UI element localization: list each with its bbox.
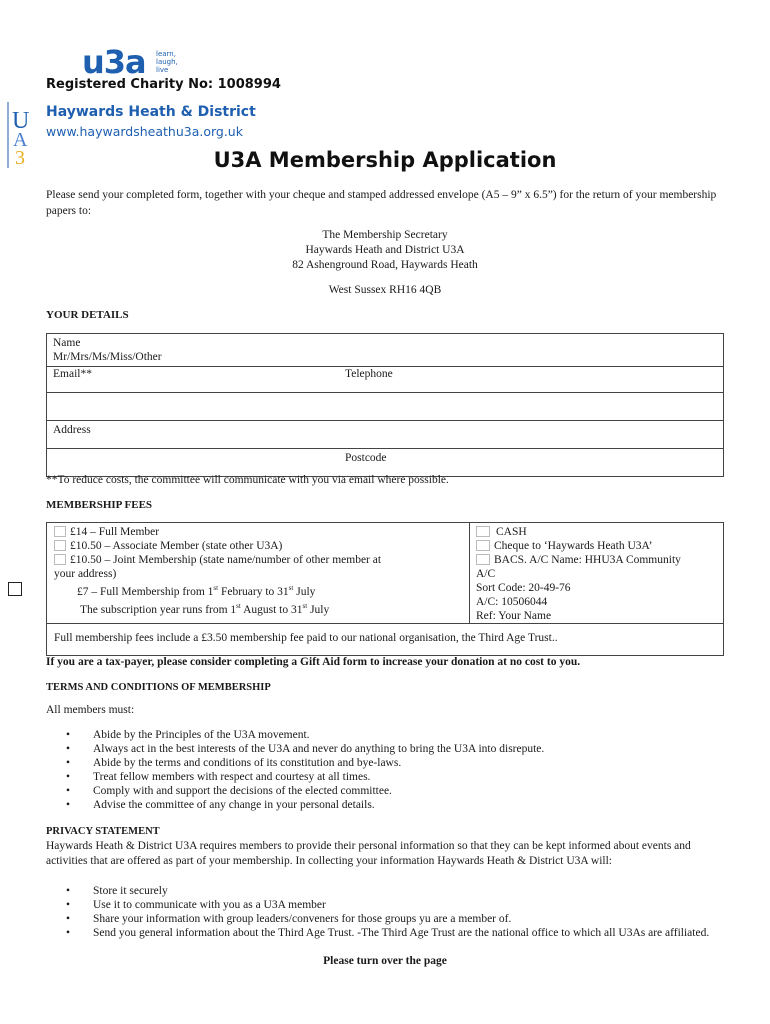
- payment-label: CASH: [496, 526, 527, 538]
- privacy-list: [46, 884, 726, 940]
- checkbox[interactable]: [54, 526, 66, 537]
- terms-list: [46, 728, 726, 812]
- charity-number: Registered Charity No: 1008994: [46, 77, 281, 92]
- turn-over-note: Please turn over the page: [323, 955, 447, 967]
- page-title: U3A Membership Application: [213, 148, 557, 172]
- gift-aid-note: If you are a tax-payer, please consider completing a Gift Aid form to increase your donation at no cost to you.: [46, 656, 581, 668]
- blank-row[interactable]: [47, 393, 724, 421]
- fee-option-label: £14 – Full Member: [70, 526, 160, 538]
- list-item: • Advise the committee of any change in your personal details.: [46, 798, 726, 812]
- list-item: • Abide by the Principles of the U3A movement.: [46, 728, 726, 742]
- fee-option-associate[interactable]: [54, 539, 462, 553]
- terms-heading: TERMS AND CONDITIONS OF MEMBERSHIP: [46, 682, 271, 693]
- list-item: • Abide by the terms and conditions of its constitution and bye-laws.: [46, 756, 726, 770]
- intro-text: Please send your completed form, together with your cheque and stamped addressed envelope (A5 – 9” x 6.5”) for the return of your membership papers to:: [46, 189, 717, 217]
- membership-fees-box: [46, 522, 724, 656]
- email-label: Email**: [53, 368, 92, 380]
- address-field[interactable]: [47, 421, 724, 449]
- checkbox[interactable]: [54, 554, 66, 565]
- address-line: The Membership Secretary: [322, 229, 448, 241]
- name-field[interactable]: [47, 334, 724, 367]
- email-field[interactable]: [47, 367, 340, 393]
- list-item: • Treat fellow members with respect and courtesy at all times.: [46, 770, 726, 784]
- subscription-year-note: The subscription year runs from 1st August to 31st July: [80, 601, 330, 616]
- tagline-line: live: [156, 66, 169, 74]
- checkbox[interactable]: [54, 540, 66, 551]
- bacs-account-number: A/C: 10506044: [476, 596, 548, 608]
- payment-label: BACS. A/C Name: HHU3A Community: [494, 554, 681, 566]
- group-name: Haywards Heath & District: [46, 104, 256, 120]
- u3a-logo: u3a: [82, 43, 146, 81]
- payment-bacs[interactable]: [476, 553, 717, 567]
- list-item: • Store it securely: [46, 884, 726, 898]
- payment-cash[interactable]: [476, 525, 717, 539]
- list-item: • Comply with and support the decisions of the elected committee.: [46, 784, 726, 798]
- list-item: • Use it to communicate with you as a U3A member: [46, 898, 726, 912]
- postcode-label: Postcode: [345, 452, 387, 464]
- side-logo-u: U: [12, 108, 30, 134]
- fee-option-joint-cont: your address): [54, 568, 117, 580]
- payment-options: [470, 523, 723, 623]
- fee-option-joint[interactable]: [54, 553, 462, 567]
- fee-option-label: £10.50 – Associate Member (state other U3A): [70, 540, 283, 552]
- logo-tagline: [156, 50, 178, 74]
- payment-label: Cheque to ‘Haywards Heath U3A’: [494, 540, 653, 552]
- address-line: West Sussex RH16 4QB: [328, 284, 442, 296]
- membership-fees-heading: MEMBERSHIP FEES: [46, 499, 153, 511]
- checkbox[interactable]: [476, 540, 490, 551]
- side-logo-3: 3: [15, 147, 25, 168]
- list-item: • Send you general information about the Third Age Trust. -The Third Age Trust are the national office to which all U3As are affiliated.: [46, 926, 726, 940]
- privacy-heading: PRIVACY STATEMENT: [46, 826, 160, 837]
- tagline-line: laugh,: [156, 58, 178, 66]
- checkbox[interactable]: [476, 554, 490, 565]
- margin-checkbox[interactable]: [8, 582, 22, 596]
- tagline-line: learn,: [156, 50, 176, 58]
- list-item: • Share your information with group leaders/conveners for those groups yu are a member of.: [46, 912, 726, 926]
- privacy-body: Haywards Heath & District U3A requires members to provide their personal information so that they can be kept informed about events and activities that are offered as part of your membership. In collecting your information Haywards Heath & District U3A will:: [46, 840, 691, 867]
- list-item: • Always act in the best interests of the U3A and never do anything to bring the U3A into disrepute.: [46, 742, 726, 756]
- fees-footer: Full membership fees include a £3.50 membership fee paid to our national organisation, the Third Age Trust..: [47, 623, 723, 655]
- details-table: [46, 333, 724, 477]
- address-line: Haywards Heath and District U3A: [305, 244, 465, 256]
- fee-option-full[interactable]: [54, 525, 462, 539]
- title-options: Mr/Mrs/Ms/Miss/Other: [53, 351, 162, 363]
- terms-lead: All members must:: [46, 704, 135, 716]
- address-line: 82 Ashenground Road, Haywards Heath: [292, 259, 478, 271]
- fee-option-label: £10.50 – Joint Membership (state name/number of other member at: [70, 554, 382, 566]
- telephone-label: Telephone: [345, 368, 393, 380]
- bacs-sort-code: Sort Code: 20-49-76: [476, 582, 571, 594]
- side-logo-a: A: [13, 129, 28, 151]
- address-continuation[interactable]: [47, 449, 340, 477]
- email-note: **To reduce costs, the committee will communicate with you via email where possible.: [46, 474, 449, 486]
- website-link[interactable]: www.haywardsheathu3a.org.uk: [46, 124, 243, 139]
- fee-options: [47, 523, 470, 623]
- bacs-reference: Ref: Your Name: [476, 610, 552, 622]
- payment-cheque[interactable]: [476, 539, 717, 553]
- bacs-ac: A/C: [476, 568, 496, 580]
- your-details-heading: YOUR DETAILS: [46, 309, 129, 321]
- checkbox[interactable]: [476, 526, 490, 537]
- postcode-field[interactable]: [339, 449, 724, 477]
- name-label: Name: [53, 337, 81, 349]
- telephone-field[interactable]: [339, 367, 724, 393]
- fee-option-half-year: £7 – Full Membership from 1st February to 31st July: [77, 584, 316, 598]
- address-label: Address: [53, 424, 91, 436]
